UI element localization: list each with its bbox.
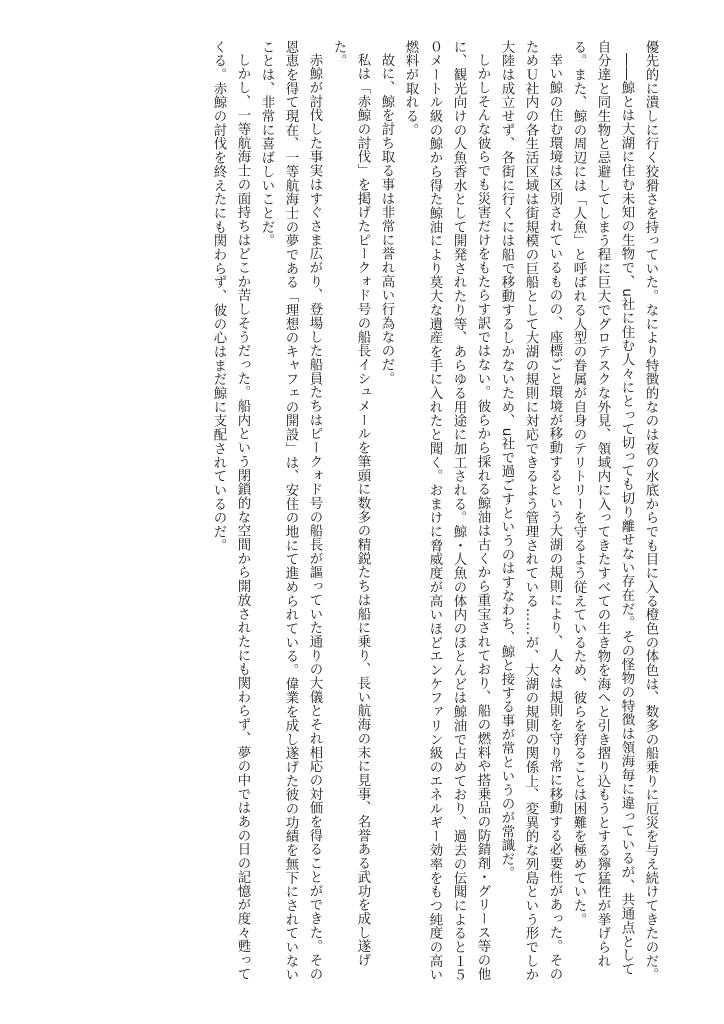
paragraph: ――鯨とは大湖に住む未知の生物で、u社に住む人々にとって切っても切り離せない存在だ。その怪物の特徴は領海毎に違っているが、共通点として自分達と同生物と忌避してしまう程に巨大でグロテスクな外見、領域内に入ってきたすべての生き物を海へと引き摺り込もうとする獰猛性が挙げられる。また、鯨の周辺には「人魚」と呼ばれる人型の眷属が自身のテリトリーを守るよう従えているため、彼らを狩ることは困難を極めていた。 — [571, 40, 634, 977]
paragraph: しかし、一等航海士の面持ちはどこか苦しそうだった。船内という閉鎖的な空間から開放されたにも関わらず、夢の中ではあの日の記憶が度々甦ってくる。赤鯨の討伐を終えたにも関わらず、彼の心はまだ鯨に支配されているのだ。 — [211, 40, 250, 982]
paragraph: 優先的に潰しに行く狡猾さを持っていた。なにより特徴的なのは夜の水底からでも目に入る橙色の体色は、数多の船乗りに厄災を与え続けてきたのだ。 — [643, 40, 658, 982]
paragraph: しかしそんな彼らでも災害だけをもたらす訳ではない。彼らから採れる鯨油は古くから重宝されており、船の燃料や搭乗品の防錆剤・グリース等の他に、観光向けの人魚香水として開発されたり等、あらゆる用途に加工される。鯨・人魚の体内のほとんどは鯨油で占めており、過去の伝聞によると１５０メートル級の鯨から得た鯨油により莫大な遺産を手に入れたと聞く。おまけに脅威度が高いほどエンケファリン級のエネルギー効率をもつ純度の高い燃料が取れる。 — [403, 40, 490, 982]
vertical-text-body — [206, 40, 662, 990]
paragraph: 幸い鯨の住む環境は区別されているものの、座標ごと環境が移動するという大湖の規則により、人々は規則を守り常に移動する必要性があった。そのためＵ社内の各生活区域は街規模の巨船として大湖の規則に対応できるよう管理されている……が、大湖の規則の関係上、変異的な列島という形でしか大陸は成立せず、各街に行くには船で移動するしかないため、u社で過ごすというのはすなわち、鯨と接する事が常というのが常識だ。 — [499, 40, 562, 982]
paragraph: 赤鯨が討伐した事実はすぐさま広がり、登場した船員たちはピークォド号の船長が謳っていた通りの大儀とそれ相応の対価を得ることができた。その恩恵を得て現在、一等航海士の夢である「理想のキャフェの開設」は、安住の地にて進められている。偉業を成し遂げた彼の功績を無下にされていないことは、非常に喜ばしいことだ。 — [259, 40, 322, 982]
paragraph: 故に、鯨を討ち取る事は非常に誉れ高い行為なのだ。 — [379, 53, 394, 386]
paragraph: 私は「赤鯨の討伐」を掲げたピークォド号の船長イシュメールを筆頭に数多の精鋭たちは船に乗り、長い航海の末に見事、名誉ある武功を成し遂げた。 — [331, 40, 370, 968]
